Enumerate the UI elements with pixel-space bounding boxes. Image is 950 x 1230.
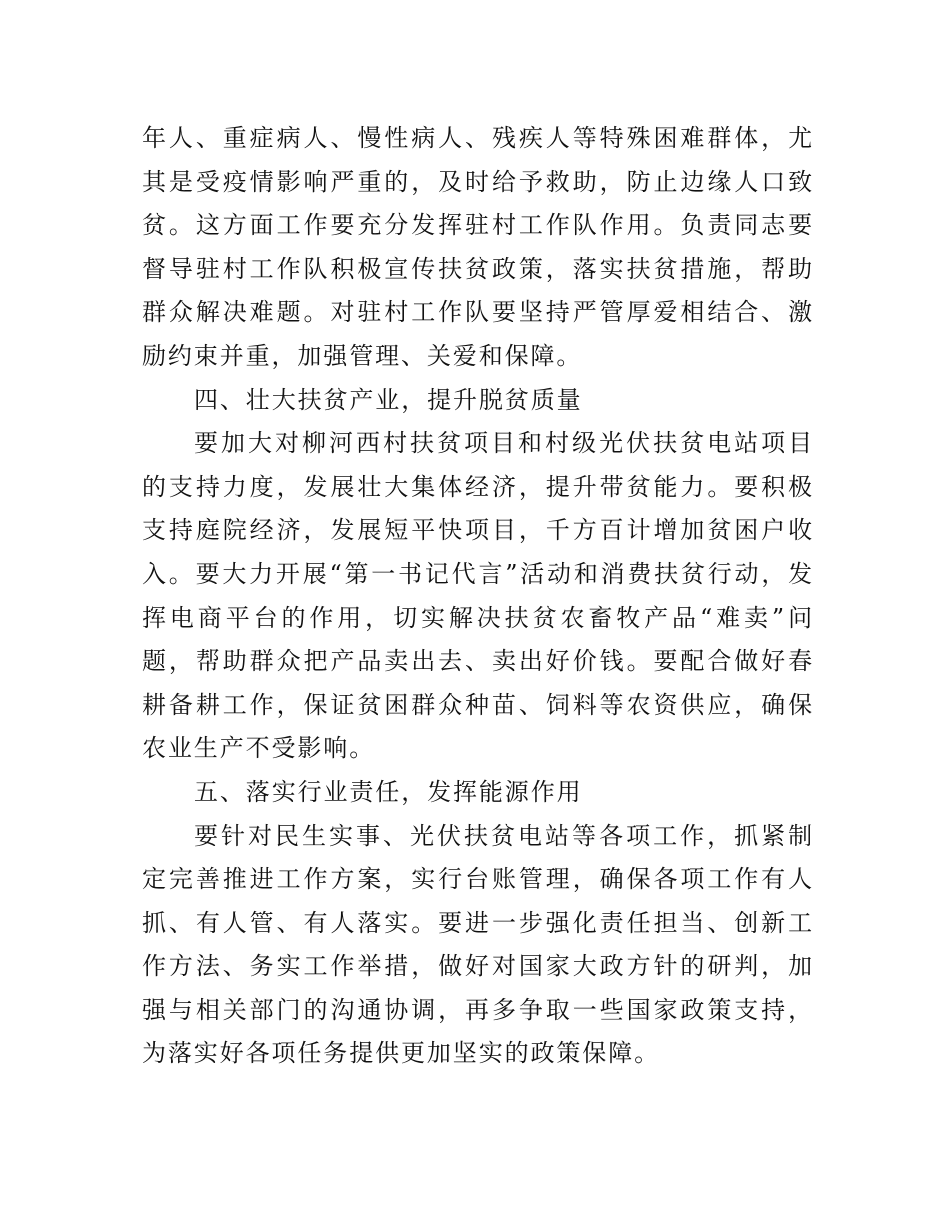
document-body [142, 117, 814, 1076]
section-heading-5: 五、落实行业责任，发挥能源作用 [194, 777, 583, 806]
paragraph-section-5: 要针对民生实事、光伏扶贫电站等各项工作，抓紧制定完善推进工作方案，实行台账管理，确保各项工作有人抓、有人管、有人落实。要进一步强化责任担当、创新工作方法、务实工作举措，做好对国家大政方针的研判，加强与相关部门的沟通协调，再多争取一些国家政策支持，为落实好各项任务提供更加坚实的政策保障。 [142, 821, 814, 1068]
paragraph-continued: 年人、重症病人、慢性病人、残疾人等特殊困难群体，尤其是受疫情影响严重的，及时给予救助，防止边缘人口致贫。这方面工作要充分发挥驻村工作队作用。负责同志要督导驻村工作队积极宣传扶贫政策，落实扶贫措施，帮助群众解决难题。对驻村工作队要坚持严管厚爱相结合、激励约束并重，加强管理、关爱和保障。 [142, 124, 814, 370]
section-heading-4: 四、壮大扶贫产业，提升脱贫质量 [194, 385, 583, 414]
paragraph-section-4: 要加大对柳河西村扶贫项目和村级光伏扶贫电站项目的支持力度，发展壮大集体经济，提升带贫能力。要积极支持庭院经济，发展短平快项目，千方百计增加贫困户收入。要大力开展“第一书记代言”活动和消费扶贫行动，发挥电商平台的作用，切实解决扶贫农畜牧产品“难卖”问题，帮助群众把产品卖出去、卖出好价钱。要配合做好春耕备耕工作，保证贫困群众种苗、饲料等农资供应，确保农业生产不受影响。 [142, 429, 814, 763]
